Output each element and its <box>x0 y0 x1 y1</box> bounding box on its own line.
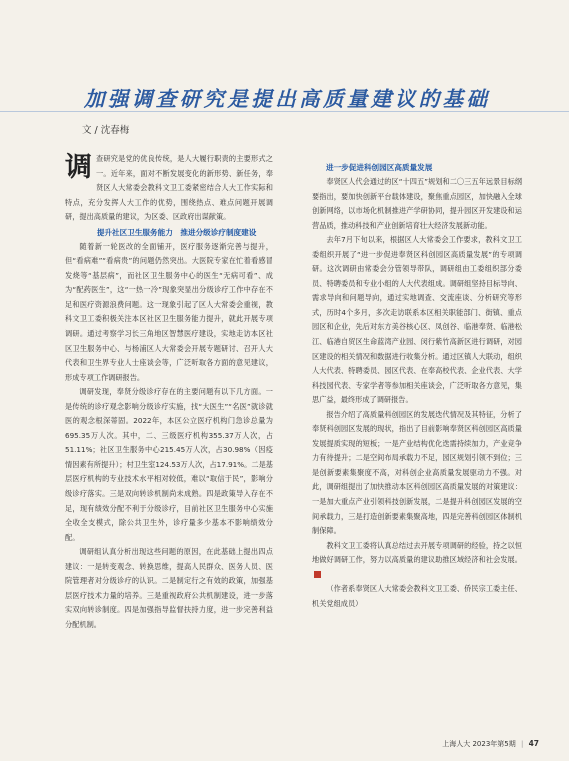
magazine-name: 上海人大 <box>442 740 471 748</box>
intro-text: 查研究是党的优良传统，是人大履行职责的主要形式之一。近年来，面对不断发展变化的新形势、新任务，奉贤区人大常委会教科文卫工委紧密结合人大工作实际和特点，充分发挥人大工作的优势，围绕热点、难点问题开展调研，提出高质量的建议，为区委、区政府出谋献策。 <box>65 154 273 222</box>
footer-separator: | <box>520 740 524 748</box>
body-paragraph: 调研发现，奉贤分级诊疗存在的主要问题有以下几方面。一是传统的诊疗观念影响分级诊疗实施，找“大医生”“名医”就诊就医的观念根深蒂固。2022年，本区公立医疗机构门急诊总量为695.35万人次。其中，二、三级医疗机构355.37万人次，占51.11%；社区卫生服务中心215.45万人次，占30.98%（因疫情因素有所提升）；村卫生室124.53万人次，占17.91%。二是基层医疗机构的专业技术水平相对较低，难以“取信于民”，影响分级诊疗落实。三是双向转诊机制尚未成熟。四是政策导入存在不足，现有绩效分配不利于分级诊疗，目前社区卫生服务中心实施全收全支模式，除公共卫生外，诊疗量多少基本不影响绩效分配。 <box>65 387 273 542</box>
title-divider <box>0 111 569 112</box>
closing-paragraph <box>312 539 522 583</box>
byline: 文 / 沈春梅 <box>82 125 130 136</box>
drop-cap: 调 <box>65 152 92 183</box>
body-paragraph: 去年7月下旬以来，根据区人大常委会工作要求，教科文卫工委组织开展了“进一步促进奉贤区科创园区高质量发展”的专项调研。这次调研由常委会分管领导带队，调研组由工委组织部分委员、特聘委员和专业小组的人大代表组成。调研组坚持目标导向、需求导向和问题导向，通过实地调查、交流座谈、分析研究等形式，历时4个多月，多次走访联系本区相关职能部门、街镇、重点园区和企业，先后对东方美谷核心区、凤创谷、临港奉贤、临港松江、临港自贸区生命蓝湾产业园、闵行紫竹高新区进行调研，对园区建设的相关情况和数据进行收集分析。通过区镇人大联动，组织人大代表、特聘委员、园区代表、在奉高校代表、企业代表、大学科技园代表、专家学者等参加相关座谈会，广泛听取各方意见，集思广益，最终形成了调研报告。 <box>312 235 522 405</box>
closing-text: 教科文卫工委将认真总结过去开展专项调研的经验，持之以恒地做好调研工作，努力以高质量的建议助推区域经济和社会发展。 <box>312 540 522 565</box>
section-heading: 提升社区卫生服务能力 推进分级诊疗制度建设 <box>96 227 257 237</box>
section-heading: 进一步促进科创园区高质量发展 <box>326 163 433 172</box>
right-column <box>312 160 522 611</box>
intro-paragraph <box>65 152 273 225</box>
left-column <box>65 152 273 633</box>
page-footer <box>442 739 539 749</box>
article-title: 加强调查研究是提出高质量建议的基础 <box>84 87 491 111</box>
end-mark-icon <box>314 571 321 578</box>
body-paragraph: 随着新一轮医改的全面铺开，医疗服务逐渐完善与提升，但“看病难”“看病贵”的问题仍然突出。大医院专家在忙着看感冒发烧等“基层病”，而社区卫生服务中心的医生“无病可看”、成为“配药医生”，这“一热一冷”现象突显出分级诊疗工作中存在不足和医疗资源浪费问题。这一现象引起了区人大常委会重视，教科文卫工委积极关注本区社区卫生服务能力提升，就此开展专项调研。通过考察学习长三角地区智慧医疗建设，实地走访本区社区卫生服务中心、与杨浦区人大常委会开展专题研讨、召开人大代表和卫生界专业人士座谈会等，广泛听取各方面的意见建议，形成专项工作调研报告。 <box>65 241 273 382</box>
body-paragraph: 奉贤区人代会通过的区“十四五”规划和二〇三五年远景目标纲要指出，要加快创新平台载体建设，聚焦重点园区，加快融入全球创新网络，以市场化机制推进产学研协同，提升园区开发建设和运营品质，推动科技和产业创新培育壮大经济发展新动能。 <box>312 177 522 230</box>
body-paragraph: 报告介绍了高质量科创园区的发展迭代情况及其特征，分析了奉贤科创园区发展的现状，指出了目前影响奉贤区科创园区高质量发展提质实现的短板；一是产业结构优化迭需持续加力，产业竞争力有待提升；二是空间布局承载力不足，园区规划引领不到位；三是创新要素集聚度不高，对科创企业高质量发展驱动力不强。对此，调研组提出了加快推动本区科创园区高质量发展的对策建议：一是加大重点产业引领科技创新发展，二是提升科创园区发展的空间承载力，三是打造创新要素集聚高地，四是完善科创园区体制机制保障。 <box>312 409 522 536</box>
issue-label: 2023年第5期 <box>472 740 516 748</box>
page-number: 47 <box>528 739 539 748</box>
body-paragraph: 调研组认真分析出现这些问题的原因，在此基础上提出四点建议：一是转变观念、转换思维，提高人民群众、医务人员、医院管理者对分级诊疗的认识。二是制定行之有效的政策，加强基层医疗技术力量的培养。三是重视政府公共机制建设，进一步落实双向转诊制度。四是加强指导监督扶持力度，进一步完善利益分配机制。 <box>65 547 273 629</box>
author-note: （作者系奉贤区人大常委会教科文卫工委、侨民宗工委主任、机关党组成员） <box>312 584 522 608</box>
